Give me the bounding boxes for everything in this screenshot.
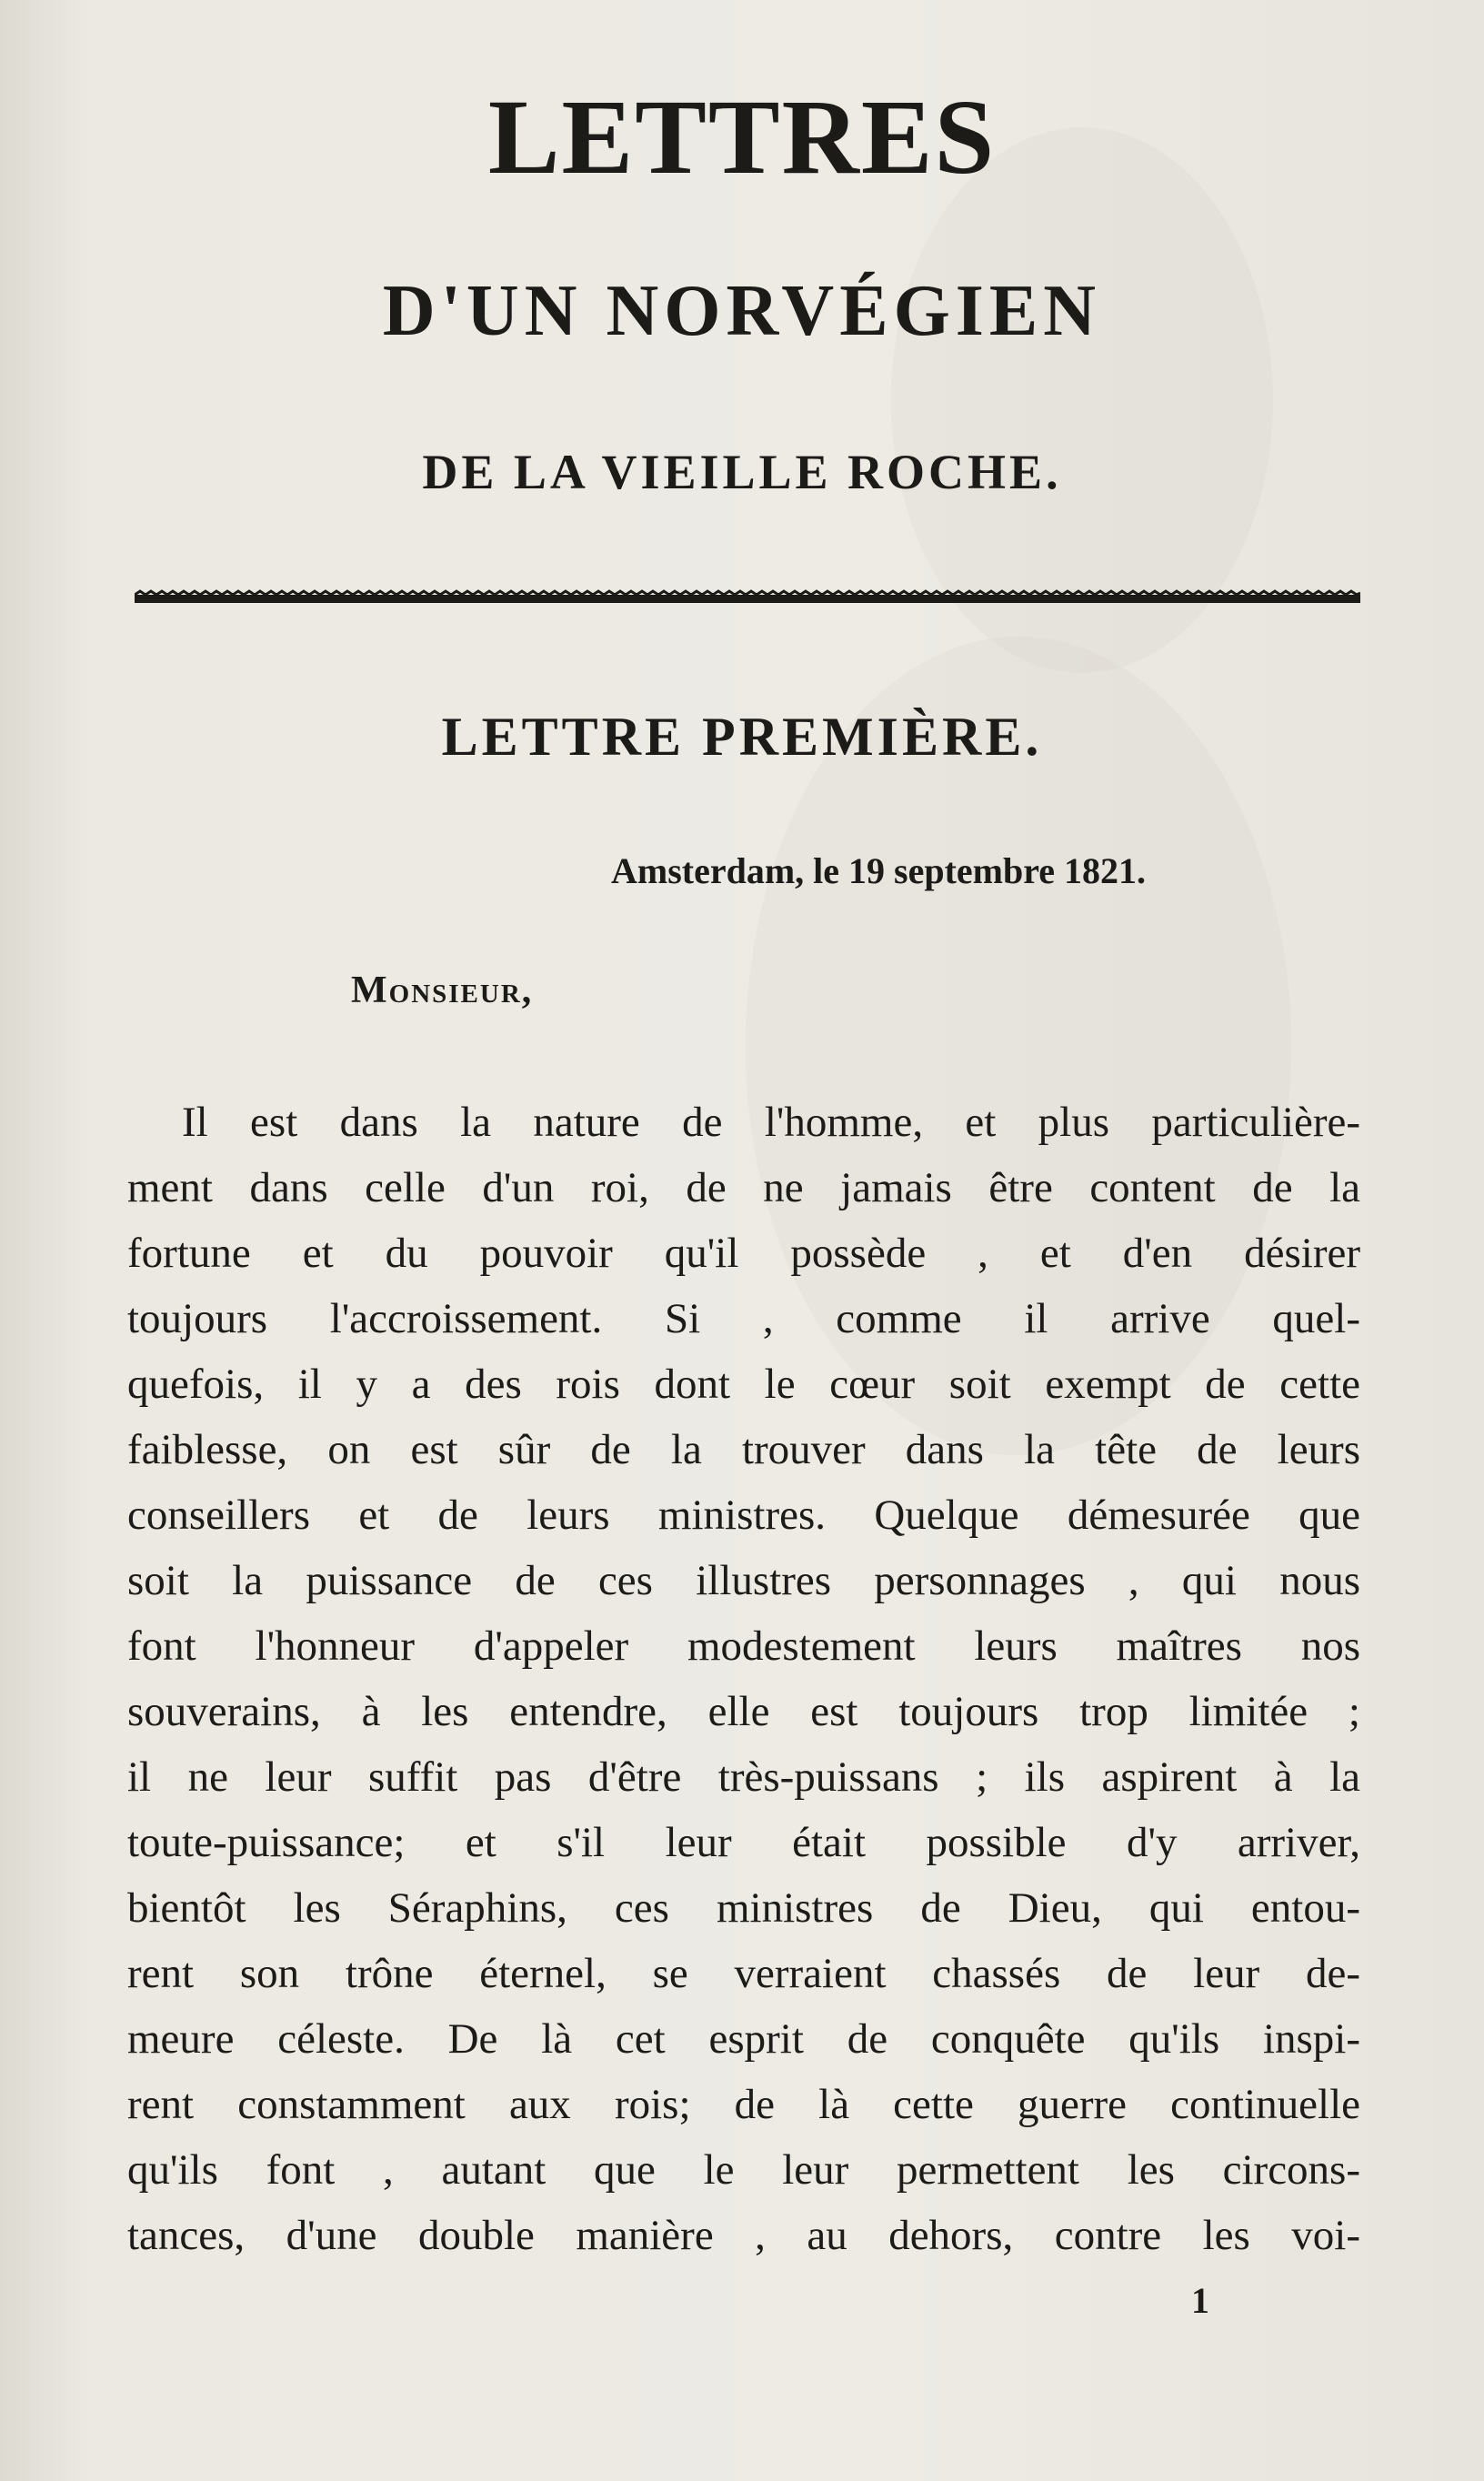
text-line: soit la puissance de ces illustres personnages , qui nous — [127, 1557, 1360, 1604]
text-line: qu'ils font , autant que le leur permettent les circons- — [127, 2146, 1360, 2194]
text-line: tances, d'une double manière , au dehors, contre les voi- — [127, 2212, 1360, 2259]
text-line: toute-puissance; et s'il leur était possible d'y arriver, — [127, 1819, 1360, 1866]
dateline: Amsterdam, le 19 septembre 1821. — [611, 850, 1147, 891]
text-line: bientôt les Séraphins, ces ministres de Dieu, qui entou- — [127, 1884, 1360, 1932]
salutation: Monsieur, — [351, 969, 534, 1011]
text-line: meure céleste. De là cet esprit de conquête qu'ils inspi- — [127, 2015, 1360, 2063]
text-line: faiblesse, on est sûr de la trouver dans la tête de leurs — [127, 1426, 1360, 1473]
text-line: il ne leur suffit pas d'être très-puissans ; ils aspirent à la — [127, 1753, 1360, 1801]
book-subtitle: D'UN NORVÉGIEN — [382, 271, 1102, 351]
text-line: conseillers et de leurs ministres. Quelque démesurée que — [127, 1492, 1360, 1539]
decorative-rule — [135, 589, 1360, 608]
letter-heading: LETTRE PREMIÈRE. — [441, 707, 1043, 767]
text-line: fortune et du pouvoir qu'il possède , et d'en désirer — [127, 1230, 1360, 1277]
body-paragraph — [127, 1090, 1360, 2268]
text-line: quefois, il y a des rois dont le cœur soit exempt de cette — [127, 1361, 1360, 1408]
book-subtitle-line2: DE LA VIEILLE ROCHE. — [422, 445, 1062, 499]
text-line: rent son trône éternel, se verraient chassés de leur de- — [127, 1950, 1360, 1997]
text-line: rent constamment aux rois; de là cette guerre continuelle — [127, 2081, 1360, 2128]
text-line: Il est dans la nature de l'homme, et plus particulière- — [182, 1099, 1360, 1146]
text-line: ment dans celle d'un roi, de ne jamais être content de la — [127, 1164, 1360, 1211]
book-title: LETTRES — [487, 77, 997, 196]
text-line: souverains, à les entendre, elle est toujours trop limitée ; — [127, 1688, 1360, 1735]
page-number: 1 — [1191, 2280, 1209, 2321]
text-line: font l'honneur d'appeler modestement leurs maîtres nos — [127, 1622, 1360, 1670]
text-line: toujours l'accroissement. Si , comme il arrive quel- — [127, 1295, 1360, 1342]
